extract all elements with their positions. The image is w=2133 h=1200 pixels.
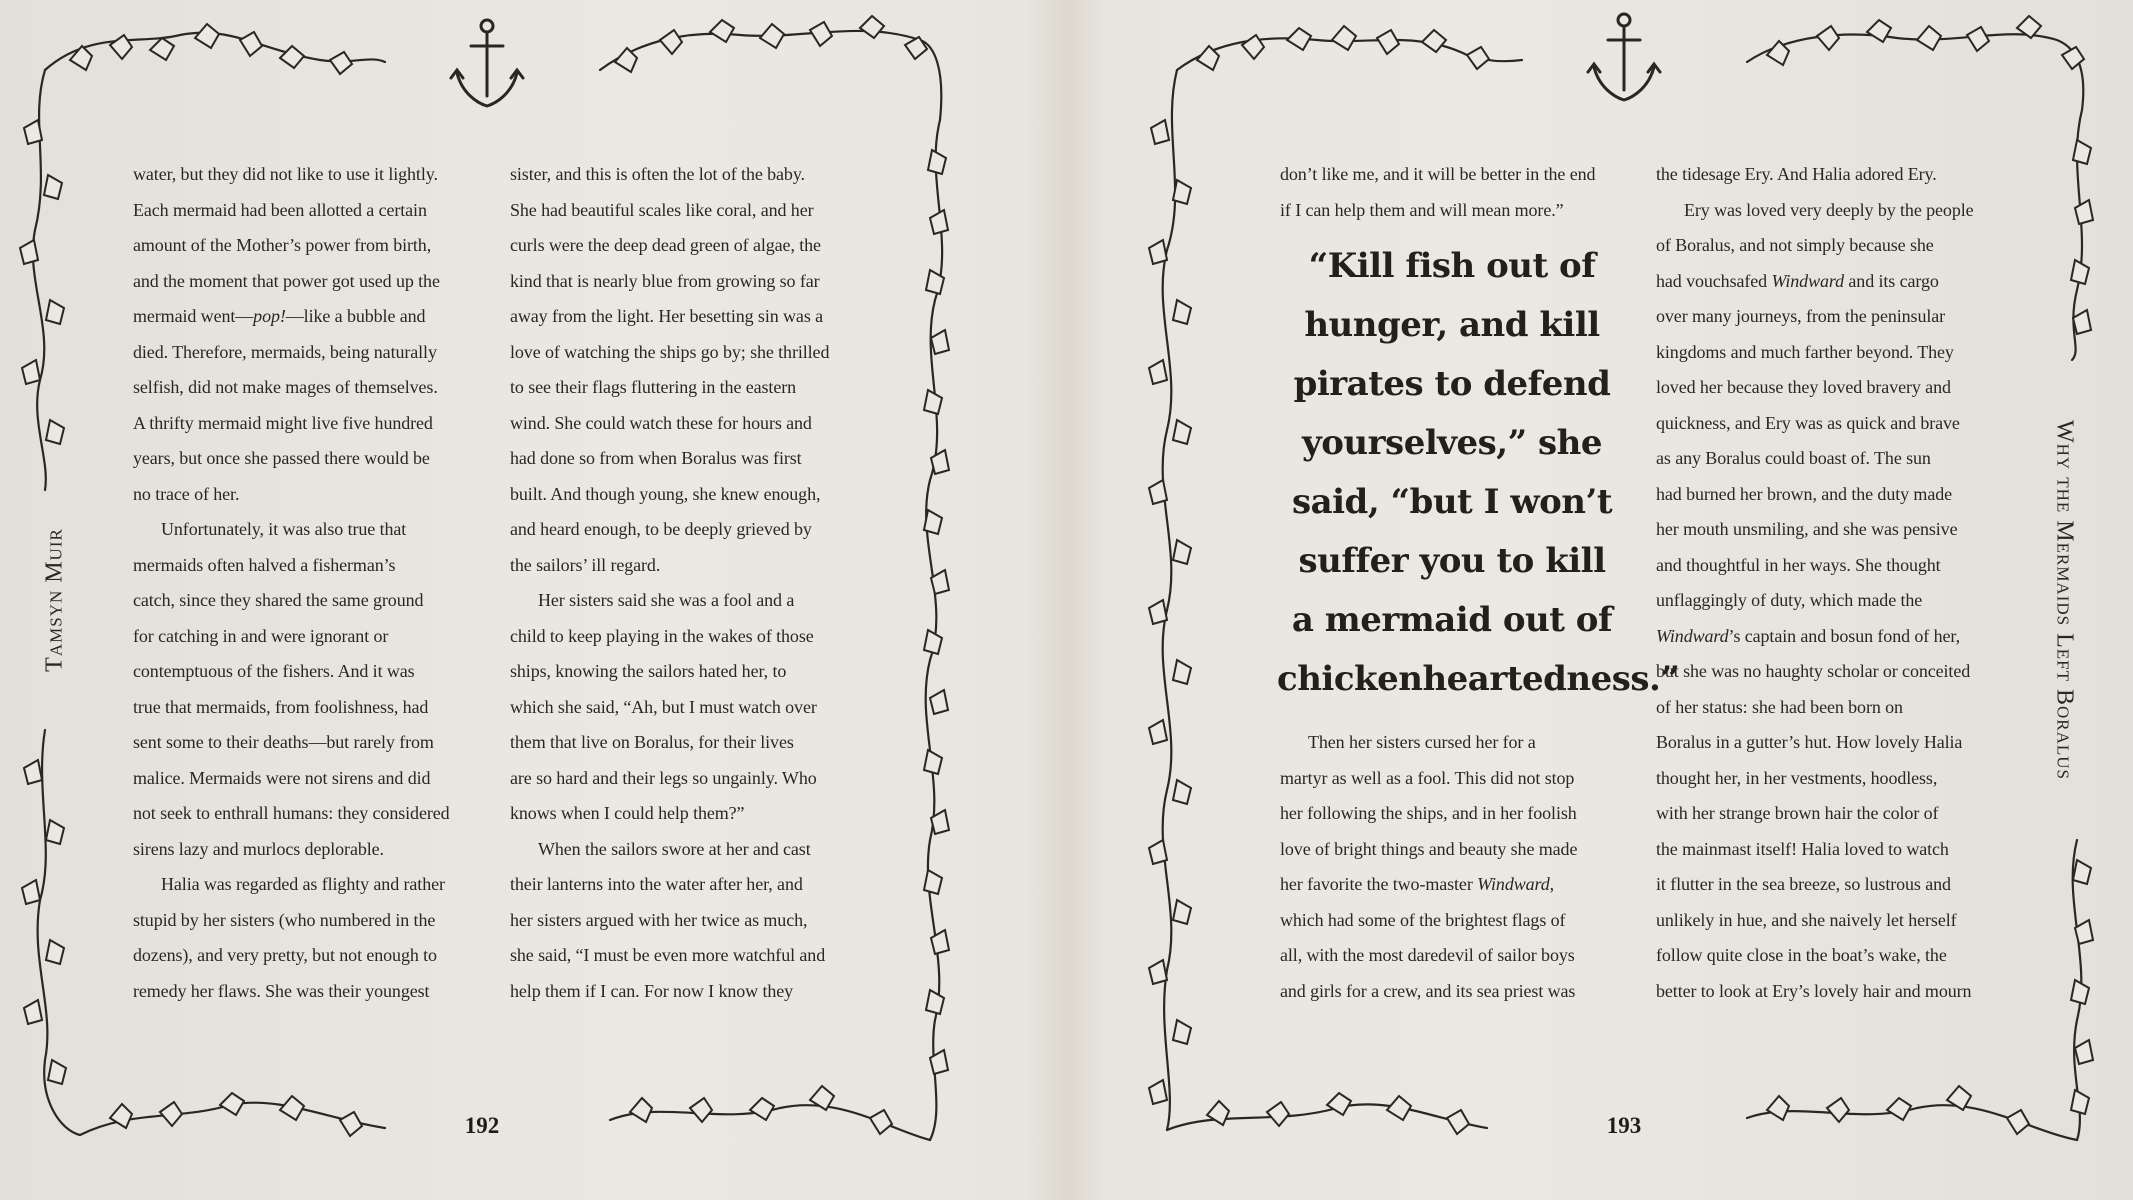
text-line: Ery was loved very deeply by the people (1684, 199, 1974, 220)
text-span: and its cargo (1844, 270, 1939, 291)
text-line: true that mermaids, from foolishness, had (133, 696, 429, 717)
text-line: loved her because they loved bravery and (1656, 377, 1951, 397)
text-line: knows when I could help them?” (510, 803, 745, 823)
text-line: unlikely in hue, and she naively let herself (1656, 909, 1957, 930)
text-line: but she was no haughty scholar or conceited (1656, 661, 1971, 681)
text-line: sirens lazy and murlocs deplorable. (133, 838, 384, 859)
text-line: help them if I can. For now I know they (510, 980, 794, 1001)
text-span: had vouchsafed (1656, 270, 1772, 291)
text-line: it flutter in the sea breeze, so lustrous and (1656, 874, 1951, 894)
text-line: water, but they did not like to use it lightly. (133, 164, 438, 184)
text-line: are so hard and their legs so ungainly. Who (510, 767, 817, 788)
right-page-column-1-top (1280, 157, 1630, 228)
text-line: the mainmast itself! Halia loved to watch (1656, 838, 1949, 859)
text-line: love of bright things and beauty she made (1280, 838, 1578, 859)
text-line: with her strange brown hair the color of (1656, 803, 1939, 823)
text-span: mermaid went— (133, 306, 254, 326)
text-line: martyr as well as a fool. This did not stop (1280, 767, 1575, 788)
text-line: and the moment that power got used up the (133, 270, 440, 291)
text-line: kingdoms and much farther beyond. They (1656, 341, 1954, 362)
text-line: mermaids often halved a fisherman’s (133, 554, 396, 575)
pull-quote-line: chickenheartedness.” (1277, 659, 1680, 699)
text-line: Boralus in a gutter’s hut. How lovely Halia (1656, 732, 1963, 752)
text-line: built. And though young, she knew enough, (510, 483, 821, 504)
text-line: sent some to their deaths—but rarely from (133, 732, 434, 752)
text-line: amount of the Mother’s power from birth, (133, 235, 432, 255)
text-line: better to look at Ery’s lovely hair and mourn (1656, 980, 1972, 1001)
text-line: which she said, “Ah, but I must watch over (510, 696, 817, 717)
text-line (1656, 264, 2006, 300)
text-span: —like a bubble and (285, 306, 426, 326)
text-line: kind that is nearly blue from growing so far (510, 270, 820, 291)
right-page-column-1-bottom (1280, 725, 1630, 1009)
text-line: not seek to enthrall humans: they considered (133, 803, 450, 823)
pull-quote-line: suffer you to kill (1298, 541, 1606, 581)
page-number: 192 (464, 1113, 500, 1138)
text-line: all, with the most daredevil of sailor boys (1280, 945, 1575, 965)
text-line: selfish, did not make mages of themselves. (133, 377, 438, 397)
text-line: the sailors’ ill regard. (510, 554, 661, 575)
text-line: Halia was regarded as flighty and rather (161, 874, 445, 894)
text-line: Unfortunately, it was also true that (161, 519, 407, 539)
page-number: 193 (1606, 1113, 1642, 1138)
text-line (1656, 619, 2006, 655)
text-line: quickness, and Ery was as quick and brave (1656, 412, 1960, 433)
anchor-icon (1588, 14, 1660, 100)
right-page-column-2 (1656, 157, 2006, 1009)
text-line: sister, and this is often the lot of the baby. (510, 164, 805, 184)
text-line: contemptuous of the fishers. And it was (133, 661, 415, 681)
italic-word: pop! (253, 306, 286, 326)
text-line: remedy her flaws. She was their youngest (133, 980, 430, 1001)
text-span: , (1549, 874, 1555, 894)
text-line: dozens), and very pretty, but not enough to (133, 945, 437, 965)
left-page-column-1 (133, 157, 483, 1009)
text-line: catch, since they shared the same ground (133, 590, 424, 610)
text-line: which had some of the brightest flags of (1280, 909, 1566, 930)
text-line: over many journeys, from the peninsular (1656, 306, 1946, 326)
text-line: had burned her brown, and the duty made (1656, 483, 1953, 504)
pull-quote-line: a mermaid out of (1291, 600, 1613, 640)
text-line: Her sisters said she was a fool and a (538, 590, 795, 610)
text-line: to see their flags fluttering in the eastern (510, 377, 796, 397)
italic-word: Windward (1771, 270, 1845, 291)
text-line: if I can help them and will mean more.” (1280, 199, 1564, 220)
left-page (0, 0, 1066, 1200)
text-line: and heard enough, to be deeply grieved by (510, 519, 812, 539)
text-line: child to keep playing in the wakes of those (510, 625, 814, 646)
italic-word: Windward (1656, 625, 1729, 646)
italic-word: Windward (1477, 874, 1550, 894)
text-span: ’s captain and bosun fond of her, (1728, 625, 1960, 646)
text-line: Each mermaid had been allotted a certain (133, 199, 427, 220)
text-line: away from the light. Her besetting sin was a (510, 306, 824, 326)
text-span: her favorite the two-master (1280, 874, 1478, 894)
text-line: she said, “I must be even more watchful and (510, 945, 826, 965)
text-line: follow quite close in the boat’s wake, the (1656, 945, 1947, 965)
text-line (1280, 867, 1630, 903)
text-line (133, 299, 483, 335)
text-line: their lanterns into the water after her, and (510, 874, 803, 894)
pull-quote-line: “Kill fish out of (1308, 246, 1596, 286)
text-line: wind. She could watch these for hours and (510, 412, 812, 433)
text-line: had done so from when Boralus was first (510, 448, 802, 468)
pull-quote-line: said, “but I won’t (1291, 482, 1613, 522)
text-line: for catching in and were ignorant or (133, 625, 389, 646)
text-line: stupid by her sisters (who numbered in the (133, 909, 436, 930)
text-line: unflaggingly of duty, which made the (1656, 590, 1923, 610)
text-line: her sisters argued with her twice as much, (510, 909, 808, 930)
text-line: and girls for a crew, and its sea priest was (1280, 980, 1576, 1001)
text-line: her mouth unsmiling, and she was pensive (1656, 519, 1958, 539)
pull-quote-line: yourselves,” she (1301, 423, 1602, 463)
text-line: of her status: she had been born on (1656, 696, 1903, 717)
text-line: love of watching the ships go by; she thrilled (510, 341, 830, 362)
text-line: the tidesage Ery. And Halia adored Ery. (1656, 164, 1937, 184)
text-line: years, but once she passed there would be (133, 448, 430, 468)
anchor-icon (451, 20, 523, 106)
text-line: them that live on Boralus, for their lives (510, 732, 794, 752)
pull-quote-line: pirates to defend (1293, 364, 1611, 404)
text-line: malice. Mermaids were not sirens and did (133, 767, 431, 788)
pull-quote (1277, 237, 1680, 709)
text-line: don’t like me, and it will be better in the end (1280, 164, 1596, 184)
text-line: her following the ships, and in her foolish (1280, 803, 1577, 823)
pull-quote-line: hunger, and kill (1304, 305, 1600, 345)
text-line: ships, knowing the sailors hated her, to (510, 661, 787, 681)
text-line: as any Boralus could boast of. The sun (1656, 448, 1931, 468)
left-page-column-2 (510, 157, 860, 1009)
text-line: thought her, in her vestments, hoodless, (1656, 767, 1938, 788)
text-line: of Boralus, and not simply because she (1656, 235, 1934, 255)
text-line: curls were the deep dead green of algae, the (510, 235, 821, 255)
text-line: When the sailors swore at her and cast (538, 838, 811, 859)
running-head-author: Tamsyn Muir (41, 528, 68, 672)
text-line: died. Therefore, mermaids, being naturally (133, 341, 437, 362)
text-line: no trace of her. (133, 483, 240, 504)
text-line: She had beautiful scales like coral, and her (510, 199, 814, 220)
running-head-title: Why the Mermaids Left Boralus (2051, 420, 2078, 780)
text-line: Then her sisters cursed her for a (1308, 732, 1536, 752)
text-line: and thoughtful in her ways. She thought (1656, 554, 1941, 575)
text-line: A thrifty mermaid might live five hundred (133, 412, 433, 433)
